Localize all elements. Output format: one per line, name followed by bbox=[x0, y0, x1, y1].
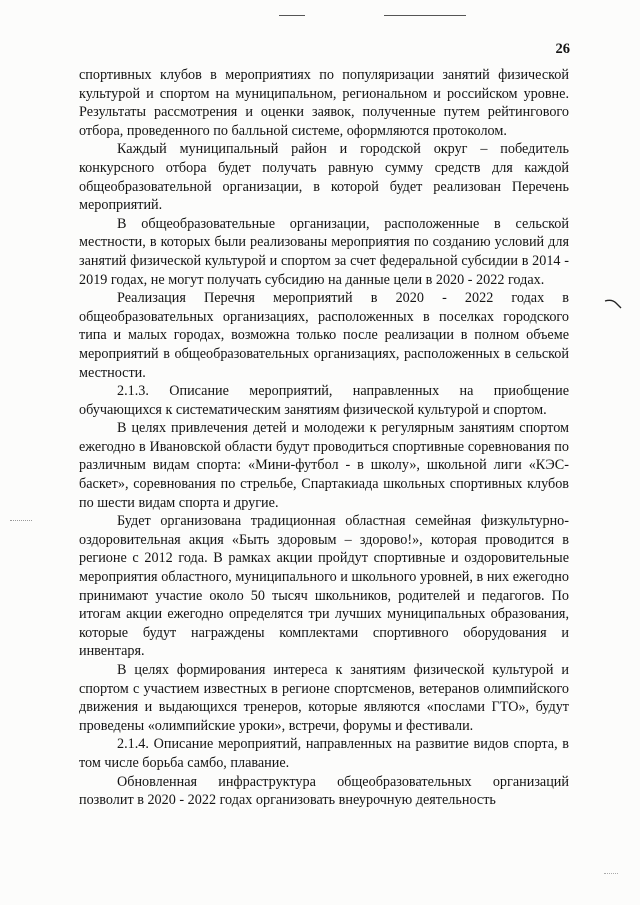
page-number: 26 bbox=[555, 41, 570, 57]
paragraph: В целях формирования интереса к занятиям физической культурой и спортом с участием известных в регионе спортсменов, ветеранов олимпийского движения и выдающихся тренеров, которые являются «послами ГТО», будут проведены «олимпийские уроки», встречи, форумы и фестивали. bbox=[79, 662, 569, 734]
scan-mark bbox=[279, 15, 305, 16]
section-heading-2-1-3: 2.1.3. Описание мероприятий, направленных на приобщение обучающихся к систематическим занятиям физической культурой и спортом. bbox=[79, 383, 569, 418]
pen-mark bbox=[604, 298, 624, 310]
paragraph: Реализация Перечня мероприятий в 2020 - 2022 годах в общеобразовательных организациях, расположенных в поселках городского типа и малых городах, возможна только после реализации в полном объеме мероприятий в общеобразовательных организациях, расположенных в сельской местности. bbox=[79, 290, 569, 381]
scan-mark bbox=[384, 15, 466, 16]
scan-speck bbox=[10, 520, 32, 522]
paragraph: Будет организована традиционная областная семейная физкультурно-оздоровительная акция «Быть здоровым – здорово!», которая проводится в регионе с 2012 года. В рамках акции пройдут спортивные и оздоровительные мероприятия областного, муниципального и школьного уровней, в них ежегодно принимают участие около 50 тысяч школьников, родителей и педагогов. По итогам акции ежегодно определятся три лучших муниципальных образования, которые будут награждены комплектами спортивного оборудования и инвентаря. bbox=[79, 513, 569, 660]
paragraph: В целях привлечения детей и молодежи к регулярным занятиям спортом ежегодно в Ивановской области будут проводиться спортивные соревнования по различным видам спорта: «Мини-футбол - в школу», школьной лиги «КЭС-баскет», соревнования по стрельбе, Спартакиада школьных спортивных клубов по шести видам спорта и другие. bbox=[79, 420, 569, 511]
paragraph: спортивных клубов в мероприятиях по популяризации занятий физической культурой и спортом на муниципальном, региональном и российском уровне. Результаты рассмотрения и оценки заявок, полученные путем рейтингового отбора, проведенного по балльной системе, оформляются протоколом. bbox=[79, 67, 569, 139]
scan-speck bbox=[604, 873, 618, 875]
section-heading-2-1-4: 2.1.4. Описание мероприятий, направленных на развитие видов спорта, в том числе борьба самбо, плавание. bbox=[79, 736, 569, 771]
paragraph: В общеобразовательные организации, расположенные в сельской местности, в которых были реализованы мероприятия по созданию условий для занятий физической культурой и спортом за счет федеральной субсидии в 2014 - 2019 годах, не могут получать субсидию на данные цели в 2020 - 2022 годах. bbox=[79, 215, 569, 288]
paragraph: Обновленная инфраструктура общеобразовательных организаций позволит в 2020 - 2022 годах организовать внеурочную деятельность bbox=[79, 773, 569, 809]
paragraph: Каждый муниципальный район и городской округ – победитель конкурсного отбора будет получать равную сумму средств для каждой общеобразовательной организации, в которой будет реализован Перечень мероприятий. bbox=[79, 141, 569, 214]
body-text bbox=[79, 66, 569, 810]
